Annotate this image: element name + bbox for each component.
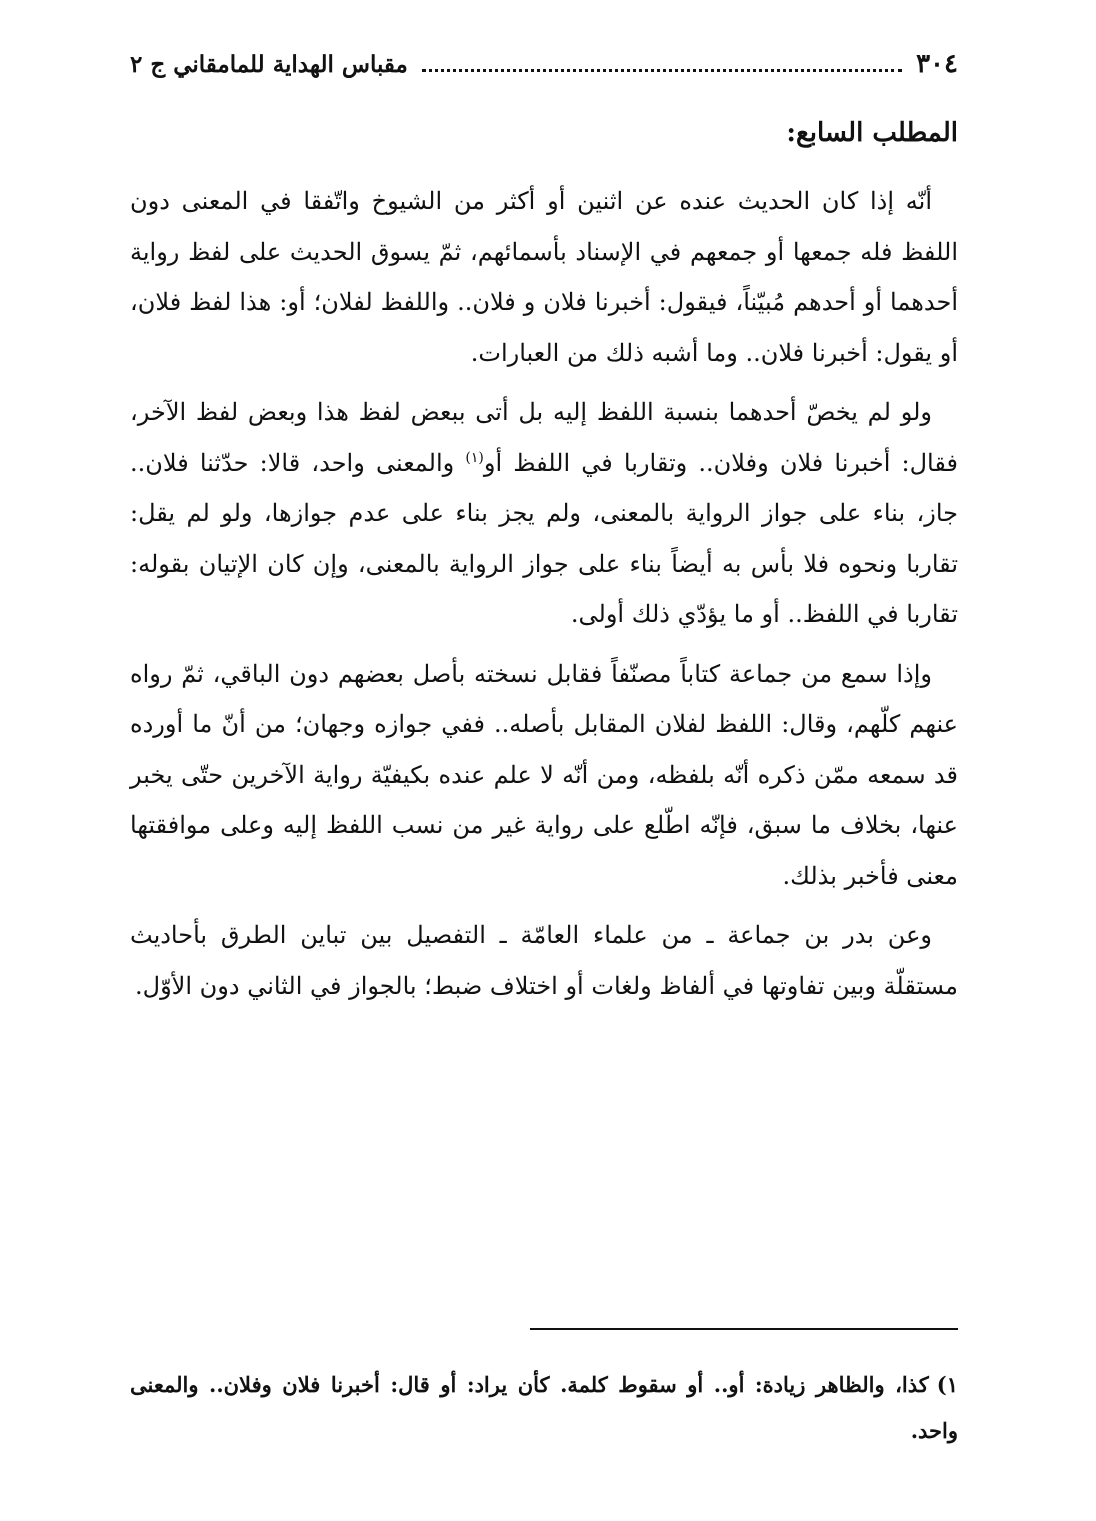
book-page: [130, 0, 958, 1521]
footnote-text: كذا، والظاهر زيادة: أو.. أو سقوط كلمة. كأن يراد: أو قال: أخبرنا فلان وفلان.. والمعنى واحد.: [130, 1372, 958, 1443]
footnote-reference: (١): [465, 449, 484, 466]
footnote-divider: [530, 1328, 958, 1330]
section-heading: المطلب السابع:: [786, 118, 958, 148]
paragraph: أنّه إذا كان الحديث عنده عن اثنين أو أكثر من الشيوخ واتّفقا في المعنى دون اللفظ فله جمعها أو جمعهم في الإسناد بأسمائهم، ثمّ يسوق الحديث على لفظ رواية أحدهما أو أحدهم مُبيّناً، فيقول: أخبرنا فلان و فلان.. واللفظ لفلان؛ أو: هذا لفظ فلان، أو يقول: أخبرنا فلان.. وما أشبه ذلك من العبارات.: [130, 187, 958, 367]
footnote-marker: ١): [936, 1372, 958, 1397]
footnotes: [130, 1362, 958, 1454]
footnote: [130, 1362, 958, 1454]
running-title: مقباس الهداية للمامقاني ج ٢: [130, 50, 408, 78]
paragraph: ولو لم يخصّ أحدهما بنسبة اللفظ إليه بل أتى ببعض لفظ هذا وبعض لفظ الآخر، فقال: أخبرنا فلان وفلان.. وتقاربا في اللفظ أو$^{(١)}$ والمعنى واحد، قالا: حدّثنا فلان.. جاز، بناء على جواز الرواية بالمعنى، ولم يجز بناء على عدم جوازها، ولو لم يقل: تقاربا ونحوه فلا بأس به أيضاً بناء على جواز الرواية بالمعنى، وإن كان الإتيان بقوله: تقاربا في اللفظ.. أو ما يؤدّي ذلك أولى.: [130, 398, 959, 628]
page-header: [130, 44, 958, 84]
paragraph: وإذا سمع من جماعة كتاباً مصنّفاً فقابل نسخته بأصل بعضهم دون الباقي، ثمّ رواه عنهم كلّهم، وقال: اللفظ لفلان المقابل بأصله.. ففي جوازه وجهان؛ من أنّ ما أورده قد سمعه ممّن ذكره أنّه بلفظه، ومن أنّه لا علم عنده بكيفيّة رواية الآخرين حتّى يخبر عنها، بخلاف ما سبق، فإنّه اطّلع على رواية غير من نسب اللفظ إليه وعلى موافقتها معنى فأخبر بذلك.: [130, 659, 958, 890]
paragraph: وعن بدر بن جماعة ـ من علماء العامّة ـ التفصيل بين تباين الطرق بأحاديث مستقلّة وبين تفاوتها في ألفاظ ولغات أو اختلاف ضبط؛ بالجواز في الثاني دون الأوّل.: [130, 921, 958, 1000]
page-number: ٣٠٤: [916, 49, 958, 79]
body-text: [130, 176, 958, 1020]
header-leader-dots: [422, 69, 902, 72]
